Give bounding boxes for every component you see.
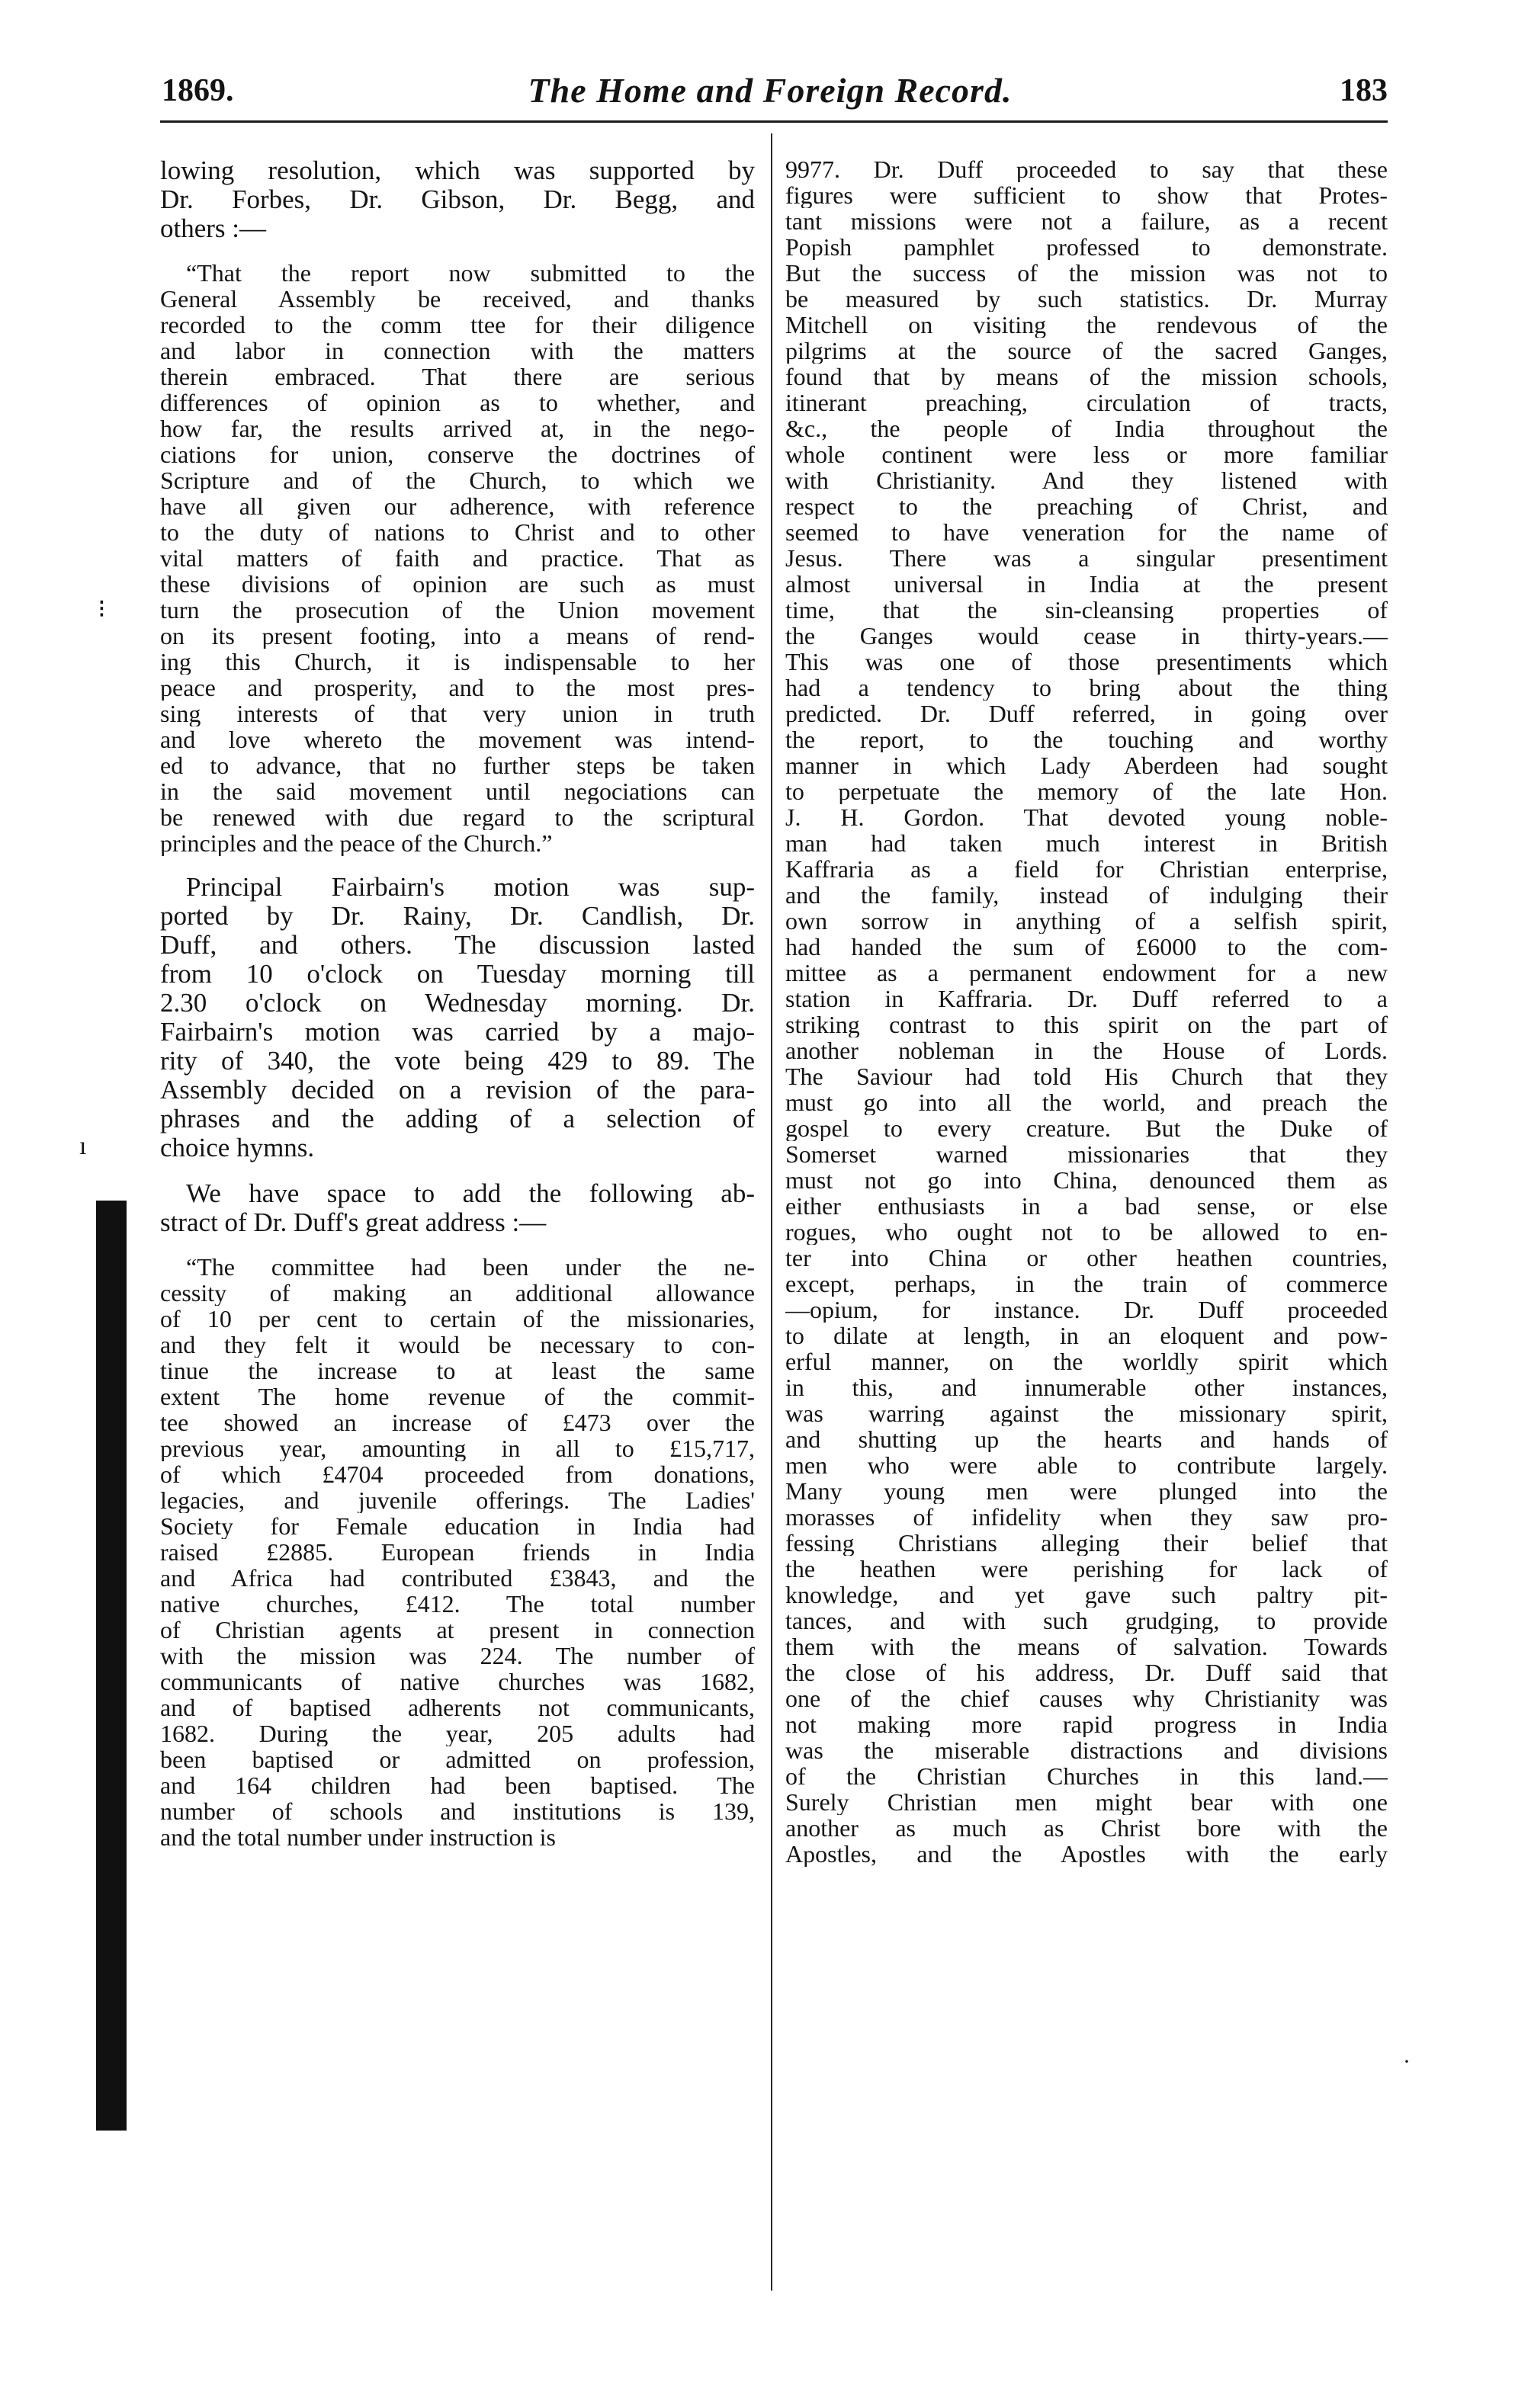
quote-duff-address [160, 1254, 755, 1850]
text-line: But the success of the mission was not to [785, 260, 1388, 286]
text-line: must not go into China, denounced them as [785, 1167, 1388, 1193]
text-line: in the said movement until negociations can [160, 778, 755, 804]
text-line: man had taken much interest in British [785, 830, 1388, 856]
left-column [160, 156, 755, 1850]
text-line: erful manner, on the worldly spirit which [785, 1348, 1388, 1374]
text-line: Popish pamphlet professed to demonstrate. [785, 234, 1388, 260]
text-line: mittee as a permanent endowment for a new [785, 960, 1388, 986]
margin-black-bar [96, 1201, 127, 2131]
text-line: the close of his address, Dr. Duff said that [785, 1659, 1388, 1685]
text-line: vital matters of faith and practice. That as [160, 545, 755, 571]
text-line: and Africa had contributed £3843, and the [160, 1565, 755, 1591]
text-line: knowledge, and yet gave such paltry pit- [785, 1582, 1388, 1608]
text-line: ter into China or other heathen countries, [785, 1245, 1388, 1271]
text-line: the heathen were perishing for lack of [785, 1556, 1388, 1582]
text-line: pilgrims at the source of the sacred Ganges, [785, 338, 1388, 364]
text-line: how far, the results arrived at, in the nego- [160, 415, 755, 441]
text-line: communicants of native churches was 1682, [160, 1669, 755, 1695]
text-line: on its present footing, into a means of rend- [160, 623, 755, 649]
text-line: We have space to add the following ab- [186, 1179, 755, 1208]
text-line: these divisions of opinion are such as must [160, 571, 755, 597]
text-line: ported by Dr. Rainy, Dr. Candlish, Dr. [160, 902, 755, 931]
text-line: them with the means of salvation. Towards [785, 1634, 1388, 1659]
text-line: of which £4704 proceeded from donations, [160, 1461, 755, 1487]
header-rule [160, 120, 1388, 123]
text-line: had a tendency to bring about the thing [785, 675, 1388, 701]
text-line: and labor in connection with the matters [160, 338, 755, 364]
text-line: and the total number under instruction is [160, 1824, 556, 1850]
text-line: &c., the people of India throughout the [785, 415, 1388, 441]
text-line: had handed the sum of £6000 to the com- [785, 934, 1388, 960]
text-line: tances, and with such grudging, to provide [785, 1608, 1388, 1634]
text-line: and the family, instead of indulging their [785, 882, 1388, 908]
text-line: been baptised or admitted on profession, [160, 1746, 755, 1772]
text-line: Principal Fairbairn's motion was sup- [186, 873, 755, 902]
text-line: number of schools and institutions is 139, [160, 1798, 755, 1824]
text-line: and they felt it would be necessary to con- [160, 1332, 755, 1358]
text-line: others :— [160, 214, 267, 243]
text-line: tee showed an increase of £473 over the [160, 1409, 755, 1435]
text-line: “The committee had been under the ne- [186, 1254, 755, 1280]
text-line: Many young men were plunged into the [785, 1478, 1388, 1504]
paragraph-resolution-intro [160, 156, 755, 243]
text-line: turn the prosecution of the Union movement [160, 597, 755, 623]
text-line: Surely Christian men might bear with one [785, 1789, 1388, 1815]
text-line: previous year, amounting in all to £15,717, [160, 1435, 755, 1461]
text-line: predicted. Dr. Duff referred, in going over [785, 701, 1388, 726]
text-line: was the miserable distractions and divisions [785, 1737, 1388, 1763]
text-line: respect to the preaching of Christ, and [785, 493, 1388, 519]
text-line: striking contrast to this spirit on the part of [785, 1012, 1388, 1037]
text-line: therein embraced. That there are serious [160, 364, 755, 390]
paragraph-gap [160, 243, 755, 260]
text-line: The Saviour had told His Church that they [785, 1063, 1388, 1089]
column-divider [771, 133, 772, 2291]
text-line: the Ganges would cease in thirty-years.— [785, 623, 1388, 649]
text-line: to the duty of nations to Christ and to other [160, 519, 755, 545]
text-line: to dilate at length, in an eloquent and pow- [785, 1323, 1388, 1348]
text-line: ing this Church, it is indispensable to her [160, 649, 755, 675]
text-line: native churches, £412. The total number [160, 1591, 755, 1617]
text-line: differences of opinion as to whether, and [160, 390, 755, 415]
text-line: 2.30 o'clock on Wednesday morning. Dr. [160, 989, 755, 1018]
header-title: The Home and Foreign Record. [528, 71, 1013, 110]
text-line: to perpetuate the memory of the late Hon. [785, 778, 1388, 804]
text-line: must go into all the world, and preach the [785, 1089, 1388, 1115]
paragraph-duff-continued [785, 156, 1388, 1867]
text-line: tinue the increase to at least the same [160, 1358, 755, 1384]
text-line: be measured by such statistics. Dr. Murray [785, 286, 1388, 312]
text-line: 1682. During the year, 205 adults had [160, 1720, 755, 1746]
text-line: tant missions were not a failure, as a recent [785, 208, 1388, 234]
margin-mark: ı [79, 1132, 87, 1160]
text-line: and 164 children had been baptised. The [160, 1772, 755, 1798]
text-line: 9977. Dr. Duff proceeded to say that these [785, 156, 1388, 182]
text-line: phrases and the adding of a selection of [160, 1105, 755, 1133]
margin-mark: · [1403, 2049, 1411, 2074]
paragraph-gap [160, 1162, 755, 1179]
text-line: with Christianity. And they listened with [785, 467, 1388, 493]
text-line: one of the chief causes why Christianity was [785, 1685, 1388, 1711]
text-line: found that by means of the mission schools, [785, 364, 1388, 390]
paragraph-abstract-intro [160, 1179, 755, 1237]
paragraph-gap [160, 1237, 755, 1254]
text-line: from 10 o'clock on Tuesday morning till [160, 960, 755, 989]
text-line: This was one of those presentiments which [785, 649, 1388, 675]
text-line: recorded to the comm ttee for their diligence [160, 312, 755, 338]
text-line: Scripture and of the Church, to which we [160, 467, 755, 493]
text-line: with the mission was 224. The number of [160, 1643, 755, 1669]
text-line: time, that the sin-cleansing properties of [785, 597, 1388, 623]
text-line: except, perhaps, in the train of commerce [785, 1271, 1388, 1297]
text-line: stract of Dr. Duff's great address :— [160, 1208, 547, 1237]
text-line: have all given our adherence, with reference [160, 493, 755, 519]
text-line: Dr. Forbes, Dr. Gibson, Dr. Begg, and [160, 185, 755, 214]
text-line: morasses of infidelity when they saw pro- [785, 1504, 1388, 1530]
text-line: raised £2885. European friends in India [160, 1539, 755, 1565]
text-line: rogues, who ought not to be allowed to en- [785, 1219, 1388, 1245]
text-line: and love whereto the movement was intend- [160, 726, 755, 752]
text-line: station in Kaffraria. Dr. Duff referred to a [785, 986, 1388, 1012]
text-line: fessing Christians alleging their belief that [785, 1530, 1388, 1556]
text-line: itinerant preaching, circulation of tracts, [785, 390, 1388, 415]
text-line: —opium, for instance. Dr. Duff proceeded [785, 1297, 1388, 1323]
text-line: Mitchell on visiting the rendevous of the [785, 312, 1388, 338]
text-line: Fairbairn's motion was carried by a majo- [160, 1018, 755, 1047]
text-line: “That the report now submitted to the [186, 260, 755, 286]
text-line: Duff, and others. The discussion lasted [160, 931, 755, 960]
text-line: seemed to have veneration for the name of [785, 519, 1388, 545]
text-line: Kaffraria as a field for Christian enterprise, [785, 856, 1388, 882]
text-line: figures were sufficient to show that Protes- [785, 182, 1388, 208]
text-line: and shutting up the hearts and hands of [785, 1426, 1388, 1452]
text-line: gospel to every creature. But the Duke of [785, 1115, 1388, 1141]
text-line: manner in which Lady Aberdeen had sought [785, 752, 1388, 778]
paragraph-gap [160, 856, 755, 873]
margin-mark: ⁝ [98, 595, 106, 624]
text-line: the report, to the touching and worthy [785, 726, 1388, 752]
text-line: extent The home revenue of the commit- [160, 1384, 755, 1409]
paragraph-motion [160, 873, 755, 1162]
text-line: be renewed with due regard to the scriptural [160, 804, 755, 830]
text-line: choice hymns. [160, 1133, 315, 1162]
text-line: Society for Female education in India had [160, 1513, 755, 1539]
text-line: principles and the peace of the Church.” [160, 830, 553, 856]
text-line: was warring against the missionary spirit, [785, 1400, 1388, 1426]
text-line: rity of 340, the vote being 429 to 89. The [160, 1047, 755, 1076]
header-page-number: 183 [1340, 73, 1388, 108]
text-line: Jesus. There was a singular presentiment [785, 545, 1388, 571]
text-line: Apostles, and the Apostles with the early [785, 1841, 1388, 1867]
text-line: not making more rapid progress in India [785, 1711, 1388, 1737]
text-line: J. H. Gordon. That devoted young noble- [785, 804, 1388, 830]
text-line: in this, and innumerable other instances, [785, 1374, 1388, 1400]
text-line: of the Christian Churches in this land.— [785, 1763, 1388, 1789]
text-line: of Christian agents at present in connection [160, 1617, 755, 1643]
header-year: 1869. [162, 73, 234, 108]
text-line: either enthusiasts in a bad sense, or else [785, 1193, 1388, 1219]
right-column [785, 156, 1388, 1867]
text-line: another nobleman in the House of Lords. [785, 1037, 1388, 1063]
text-line: of 10 per cent to certain of the missionaries, [160, 1306, 755, 1332]
text-line: ciations for union, conserve the doctrines of [160, 441, 755, 467]
text-line: whole continent were less or more familiar [785, 441, 1388, 467]
text-line: another as much as Christ bore with the [785, 1815, 1388, 1841]
text-line: sing interests of that very union in truth [160, 701, 755, 726]
text-line: Somerset warned missionaries that they [785, 1141, 1388, 1167]
text-line: Assembly decided on a revision of the para- [160, 1076, 755, 1105]
text-line: and of baptised adherents not communicants, [160, 1695, 755, 1720]
text-line: cessity of making an additional allowance [160, 1280, 755, 1306]
text-line: men who were able to contribute largely. [785, 1452, 1388, 1478]
text-line: almost universal in India at the present [785, 571, 1388, 597]
text-line: legacies, and juvenile offerings. The Ladies' [160, 1487, 755, 1513]
text-line: General Assembly be received, and thanks [160, 286, 755, 312]
text-line: lowing resolution, which was supported by [160, 156, 755, 185]
text-line: ed to advance, that no further steps be taken [160, 752, 755, 778]
text-line: peace and prosperity, and to the most pres- [160, 675, 755, 701]
text-line: own sorrow in anything of a selfish spirit, [785, 908, 1388, 934]
quote-resolution [160, 260, 755, 856]
